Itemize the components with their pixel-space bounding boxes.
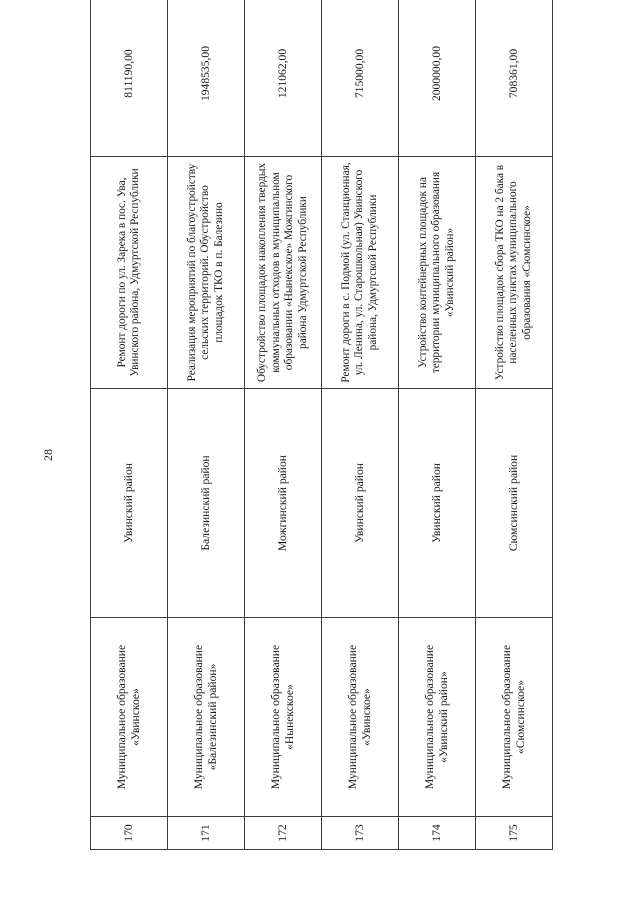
organization-cell: Муниципальное образование «Сюмсинское»: [476, 618, 553, 817]
table-row: [245, 0, 322, 850]
row-number: 175: [476, 817, 553, 850]
amount-cell: 708361,00: [476, 0, 553, 157]
district-cell: Увинский район: [91, 389, 168, 618]
activity-cell: Реализация мероприятий по благоустройству сельских территорий. Обустройство площадок ТКО в п. Балезино: [168, 157, 245, 389]
table-row: [168, 0, 245, 850]
district-cell: Можгинский район: [245, 389, 322, 618]
amount-cell: 121062,00: [245, 0, 322, 157]
row-number: 170: [91, 817, 168, 850]
amount-cell: 811190,00: [91, 0, 168, 157]
row-number: 172: [245, 817, 322, 850]
table-row: [322, 0, 399, 850]
table-row: [399, 0, 476, 850]
activity-cell: Ремонт дороги по ул. Зарека в пос. Ува, Увинского района, Удмуртской Республики: [91, 157, 168, 389]
district-cell: Балезинский район: [168, 389, 245, 618]
district-cell: Сюмсинский район: [476, 389, 553, 618]
activity-cell: Устройство площадок сбора ТКО на 2 бака в населенных пунктах муниципального образования «Сюмсинское»: [476, 157, 553, 389]
registry-table-container: [90, 28, 552, 850]
organization-cell: Муниципальное образование «Увинский район»: [399, 618, 476, 817]
organization-cell: Муниципальное образование «Увинское»: [322, 618, 399, 817]
amount-cell: 715000,00: [322, 0, 399, 157]
row-number: 173: [322, 817, 399, 850]
activity-cell: Обустройство площадок накопления твердых коммунальных отходов в муниципальном образовании «Нынекское» Можгинского района Удмуртской Республики: [245, 157, 322, 389]
row-number: 174: [399, 817, 476, 850]
table-row: [476, 0, 553, 850]
activity-cell: Ремонт дороги в с. Подмой (ул. Станционная, ул. Ленина, ул. Старошкольная) Увинского района, Удмуртской Республики: [322, 157, 399, 389]
district-cell: Увинский район: [322, 389, 399, 618]
row-number: 171: [168, 817, 245, 850]
district-cell: Увинский район: [399, 389, 476, 618]
activity-cell: Устройство контейнерных площадок на территории муниципального образования «Увинский район»: [399, 157, 476, 389]
page-number: 28: [41, 449, 55, 461]
organization-cell: Муниципальное образование «Нынекское»: [245, 618, 322, 817]
table-row: [91, 0, 168, 850]
amount-cell: 1948535,00: [168, 0, 245, 157]
organization-cell: Муниципальное образование «Увинское»: [91, 618, 168, 817]
organization-cell: Муниципальное образование «Балезинский район»: [168, 618, 245, 817]
registry-table: [90, 0, 553, 850]
amount-cell: 2000000,00: [399, 0, 476, 157]
